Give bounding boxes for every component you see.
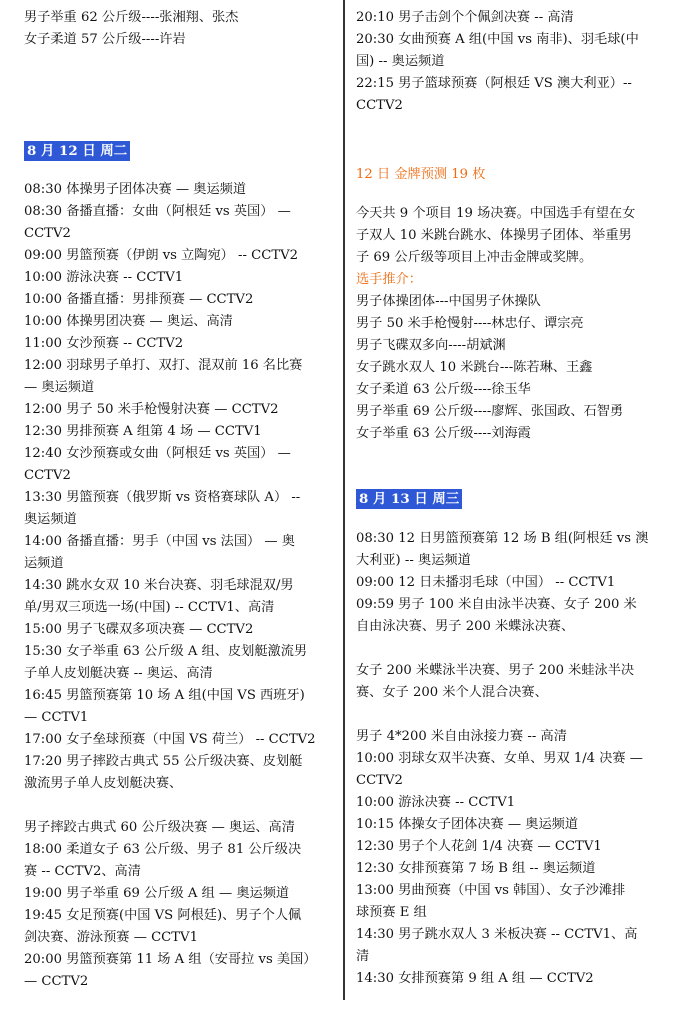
- schedule-line: CCTV2: [356, 98, 403, 113]
- schedule-line: 18:00 柔道女子 63 公斤级、男子 81 公斤级决: [24, 842, 302, 857]
- schedule-line: 14:30 女排预赛第 9 组 A 组 — CCTV2: [356, 971, 594, 986]
- forecast-summary-line: 今天共 9 个项目 19 场决赛。中国选手有望在女: [356, 206, 636, 221]
- schedule-line: 单/男双三项选一场(中国) -- CCTV1、高清: [24, 600, 275, 615]
- schedule-line: 17:20 男子摔跤古典式 55 公斤级决赛、皮划艇: [24, 754, 303, 769]
- schedule-line: 14:00 备播直播：男手（中国 vs 法国） — 奥: [24, 534, 295, 549]
- schedule-line: 国) -- 奥运频道: [356, 54, 445, 69]
- medalist-line: 男子举重 62 公斤级----张湘翔、张杰: [24, 10, 239, 25]
- athlete-recommend-line: 女子举重 63 公斤级----刘海霞: [356, 426, 531, 441]
- forecast-summary-line: 子 69 公斤级等项目上冲击金牌或奖牌。: [356, 250, 593, 265]
- athlete-recommend-line: 女子跳水双人 10 米跳台---陈若琳、王鑫: [356, 360, 593, 375]
- right-column: [356, 0, 666, 1013]
- schedule-line: 08:30 12 日男篮预赛第 12 场 B 组(阿根廷 vs 澳: [356, 531, 649, 546]
- forecast-summary-line: 子双人 10 米跳台跳水、体操男子团体、举重男: [356, 228, 632, 243]
- schedule-line: 13:00 男曲预赛（中国 vs 韩国）、女子沙滩排: [356, 883, 626, 898]
- schedule-line: 15:30 女子举重 63 公斤级 A 组、皮划艇激流男: [24, 644, 308, 659]
- schedule-line: — 奥运频道: [24, 380, 95, 395]
- schedule-line: 08:30 体操男子团体决赛 — 奥运频道: [24, 182, 247, 197]
- athlete-recommend-line: 男子体操团体---中国男子休操队: [356, 294, 541, 309]
- schedule-line: 22:15 男子篮球预赛（阿根廷 VS 澳大利亚）--: [356, 76, 632, 91]
- schedule-line: 子单人皮划艇决赛 -- 奥运、高清: [24, 666, 213, 681]
- schedule-line: 12:40 女沙预赛或女曲（阿根廷 vs 英国） —: [24, 446, 291, 461]
- schedule-line: 14:30 男子跳水双人 3 米板决赛 -- CCTV1、高: [356, 927, 638, 942]
- schedule-line: 17:00 女子垒球预赛（中国 VS 荷兰） -- CCTV2: [24, 732, 316, 747]
- schedule-line: 10:00 游泳决赛 -- CCTV1: [356, 795, 516, 810]
- schedule-line: 15:00 男子飞碟双多项决赛 — CCTV2: [24, 622, 254, 637]
- schedule-line: 10:00 体操男团决赛 — 奥运、高清: [24, 314, 233, 329]
- gold-forecast-title: 12 日 金牌预测 19 枚: [356, 167, 486, 182]
- schedule-line: 12:30 女排预赛第 7 场 B 组 -- 奥运频道: [356, 861, 596, 876]
- schedule-line: 清: [356, 949, 370, 964]
- schedule-line: 10:00 备播直播：男排预赛 — CCTV2: [24, 292, 254, 307]
- schedule-line: 大利亚) -- 奥运频道: [356, 553, 471, 568]
- schedule-line: 20:10 男子击剑个个佩剑决赛 -- 高清: [356, 10, 574, 25]
- schedule-line: 女子 200 米蝶泳半决赛、男子 200 米蛙泳半决: [356, 663, 635, 678]
- column-divider: [343, 0, 345, 1000]
- athlete-recommend-line: 女子柔道 63 公斤级----徐玉华: [356, 382, 531, 397]
- schedule-line: CCTV2: [24, 226, 71, 241]
- athlete-recommend-line: 男子飞碟双多向----胡斌渊: [356, 338, 506, 353]
- medalist-line: 女子柔道 57 公斤级----许岩: [24, 32, 186, 47]
- schedule-line: 激流男子单人皮划艇决赛、: [24, 776, 183, 791]
- schedule-line: — CCTV2: [24, 974, 89, 989]
- schedule-line: 12:00 羽球男子单打、双打、混双前 16 名比赛: [24, 358, 303, 373]
- schedule-line: — CCTV1: [24, 710, 89, 725]
- schedule-line: 赛、女子 200 米个人混合决赛、: [356, 685, 548, 700]
- schedule-line: 14:30 跳水女双 10 米台决赛、羽毛球混双/男: [24, 578, 294, 593]
- schedule-line: 赛 -- CCTV2、高清: [24, 864, 141, 879]
- date-header-aug12: 8 月 12 日 周二: [24, 141, 130, 161]
- schedule-line: CCTV2: [24, 468, 71, 483]
- schedule-line: 19:00 男子举重 69 公斤级 A 组 — 奥运频道: [24, 886, 290, 901]
- schedule-line: 运频道: [24, 556, 64, 571]
- schedule-line: 09:59 男子 100 米自由泳半决赛、女子 200 米: [356, 597, 637, 612]
- schedule-line: 20:30 女曲预赛 A 组(中国 vs 南非)、羽毛球(中: [356, 32, 639, 47]
- schedule-line: 16:45 男篮预赛第 10 场 A 组(中国 VS 西班牙): [24, 688, 305, 703]
- left-column: [24, 0, 342, 1013]
- schedule-line: 剑决赛、游泳预赛 — CCTV1: [24, 930, 198, 945]
- schedule-line: 球预赛 E 组: [356, 905, 427, 920]
- schedule-line: 12:00 男子 50 米手枪慢射决赛 — CCTV2: [24, 402, 279, 417]
- date-header-aug13: 8 月 13 日 周三: [356, 489, 462, 509]
- schedule-line: 男子摔跤古典式 60 公斤级决赛 — 奥运、高清: [24, 820, 295, 835]
- athlete-recommend-line: 男子举重 69 公斤级----廖辉、张国政、石智勇: [356, 404, 624, 419]
- schedule-line: 08:30 备播直播：女曲（阿根廷 vs 英国） —: [24, 204, 291, 219]
- schedule-line: 20:00 男篮预赛第 11 场 A 组（安哥拉 vs 美国）: [24, 952, 317, 967]
- schedule-line: 12:30 男子个人花剑 1/4 决赛 — CCTV1: [356, 839, 602, 854]
- schedule-line: 09:00 男篮预赛（伊朗 vs 立陶宛） -- CCTV2: [24, 248, 299, 263]
- schedule-line: 10:00 游泳决赛 -- CCTV1: [24, 270, 184, 285]
- schedule-line: 10:00 羽球女双半决赛、女单、男双 1/4 决赛 —: [356, 751, 643, 766]
- schedule-line: CCTV2: [356, 773, 403, 788]
- recommend-label: 选手推介：: [356, 272, 422, 287]
- schedule-line: 10:15 体操女子团体决赛 — 奥运频道: [356, 817, 579, 832]
- athlete-recommend-line: 男子 50 米手枪慢射----林忠仔、谭宗亮: [356, 316, 584, 331]
- schedule-line: 奥运频道: [24, 512, 77, 527]
- schedule-line: 11:00 女沙预赛 -- CCTV2: [24, 336, 184, 351]
- schedule-line: 12:30 男排预赛 A 组第 4 场 — CCTV1: [24, 424, 262, 439]
- schedule-line: 19:45 女足预赛(中国 VS 阿根廷)、男子个人佩: [24, 908, 302, 923]
- schedule-line: 男子 4*200 米自由泳接力赛 -- 高清: [356, 729, 567, 744]
- schedule-line: 13:30 男篮预赛（俄罗斯 vs 资格赛球队 A） --: [24, 490, 301, 505]
- schedule-line: 09:00 12 日未播羽毛球（中国） -- CCTV1: [356, 575, 616, 590]
- schedule-line: 自由泳决赛、男子 200 米蝶泳决赛、: [356, 619, 575, 634]
